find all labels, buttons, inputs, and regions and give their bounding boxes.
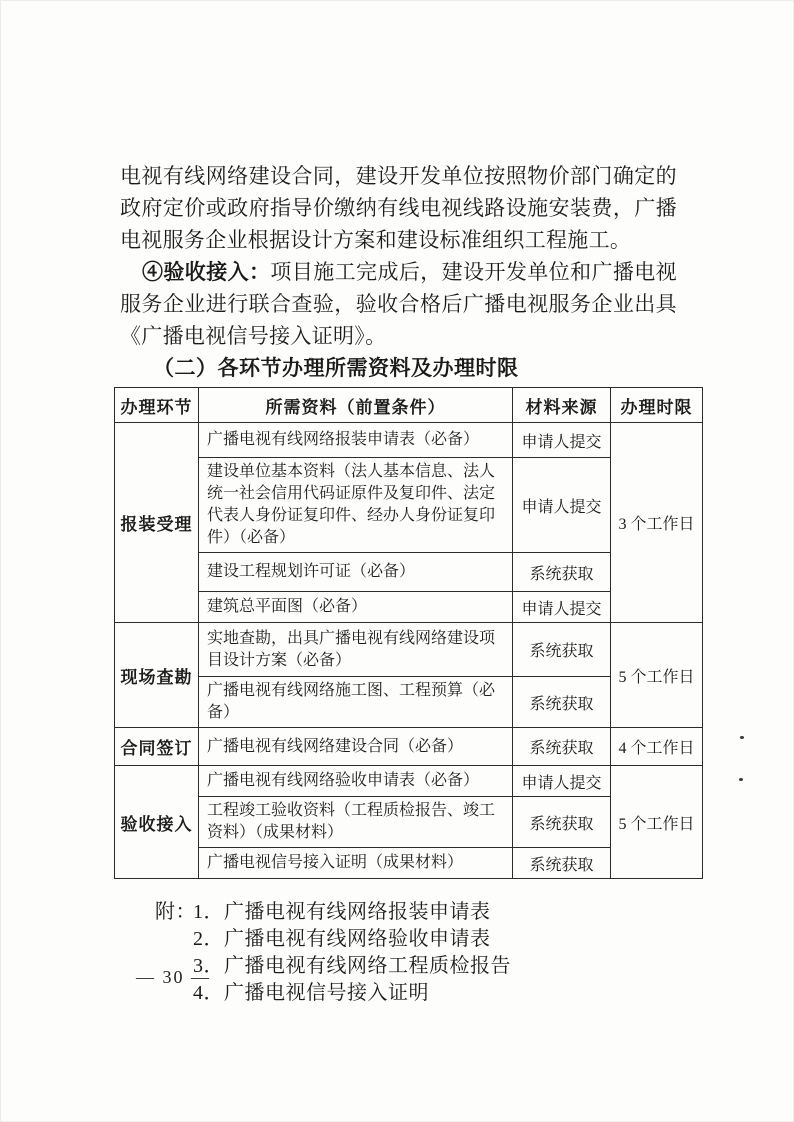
source-cell: 系统获取 [513,553,611,592]
ink-speck [740,736,744,739]
material-cell: 广播电视有线网络验收申请表（必备） [199,766,513,797]
materials-table [114,387,703,879]
source-cell: 系统获取 [513,848,611,879]
attachment-item [155,899,677,926]
attachment-item [155,953,677,980]
material-cell: 广播电视信号接入证明（成果材料） [199,848,513,879]
source-cell: 申请人提交 [513,766,611,797]
source-cell: 系统获取 [513,623,611,677]
attachment-item [155,980,677,1007]
page-number: — 30 — [136,967,211,987]
attachment-item-text: 3．广播电视有线网络工程质检报告 [193,955,511,977]
material-cell: 建设单位基本资料（法人基本信息、法人统一社会信用代码证原件及复印件、法定代表人身份证复印件、经办人身份证复印件）（必备） [199,458,513,553]
time-limit-cell: 5 个工作日 [611,766,703,879]
time-limit-cell: 4 个工作日 [611,728,703,766]
time-limit-cell: 5 个工作日 [611,623,703,728]
material-cell: 实地查勘，出具广播电视有线网络建设项目设计方案（必备） [199,623,513,677]
material-cell: 建设工程规划许可证（必备） [199,553,513,592]
attachments-label-spacer [155,926,193,953]
attachments-label: 附： [155,901,196,923]
ink-speck [739,778,743,781]
source-cell: 系统获取 [513,728,611,766]
source-cell: 申请人提交 [513,592,611,623]
header-stage: 办理环节 [115,388,199,423]
stage-cell-site-survey: 现场查勘 [115,623,199,728]
paragraph-acceptance-body: 项目施工完成后，建设开发单位和广播电视服务企业进行联合查验，验收合格后广播电视服务企业出具《广播电视信号接入证明》。 [120,260,677,348]
source-cell: 申请人提交 [513,423,611,458]
section-heading: （二）各环节办理所需资料及办理时限 [153,356,519,380]
table-row [115,623,703,677]
header-time-limit: 办理时限 [611,388,703,423]
source-cell: 系统获取 [513,677,611,728]
material-cell: 建筑总平面图（必备） [199,592,513,623]
paragraph-acceptance-lead: ④验收接入： [142,260,271,284]
stage-cell-acceptance-access: 验收接入 [115,766,199,879]
material-cell: 工程竣工验收资料（工程质检报告、竣工资料）（成果材料） [199,797,513,848]
paragraph-contract-continuation: 电视有线网络建设合同，建设开发单位按照物价部门确定的政府定价或政府指导价缴纳有线电视线路设施安装费，广播电视服务企业根据设计方案和建设标准组织工程施工。 [120,164,677,252]
attachments-list [120,899,677,1007]
header-materials: 所需资料（前置条件） [199,388,513,423]
stage-cell-contract-signing: 合同签订 [115,728,199,766]
header-source: 材料来源 [513,388,611,423]
table-row [115,728,703,766]
stage-cell-installation-acceptance: 报装受理 [115,423,199,623]
paragraph-acceptance-access [120,256,677,352]
time-limit-cell: 3 个工作日 [611,423,703,623]
source-cell: 系统获取 [513,797,611,848]
attachment-item [155,926,677,953]
attachment-item-text: 4．广播电视信号接入证明 [193,982,429,1004]
material-cell: 广播电视有线网络施工图、工程预算（必备） [199,677,513,728]
table-header-row [115,388,703,423]
attachment-item-text: 1．广播电视有线网络报装申请表 [193,901,491,923]
attachment-item-text: 2．广播电视有线网络验收申请表 [193,928,491,950]
document-content [120,160,695,1007]
table-row [115,423,703,458]
table-row [115,766,703,797]
material-cell: 广播电视有线网络报装申请表（必备） [199,423,513,458]
material-cell: 广播电视有线网络建设合同（必备） [199,728,513,766]
source-cell: 申请人提交 [513,458,611,553]
